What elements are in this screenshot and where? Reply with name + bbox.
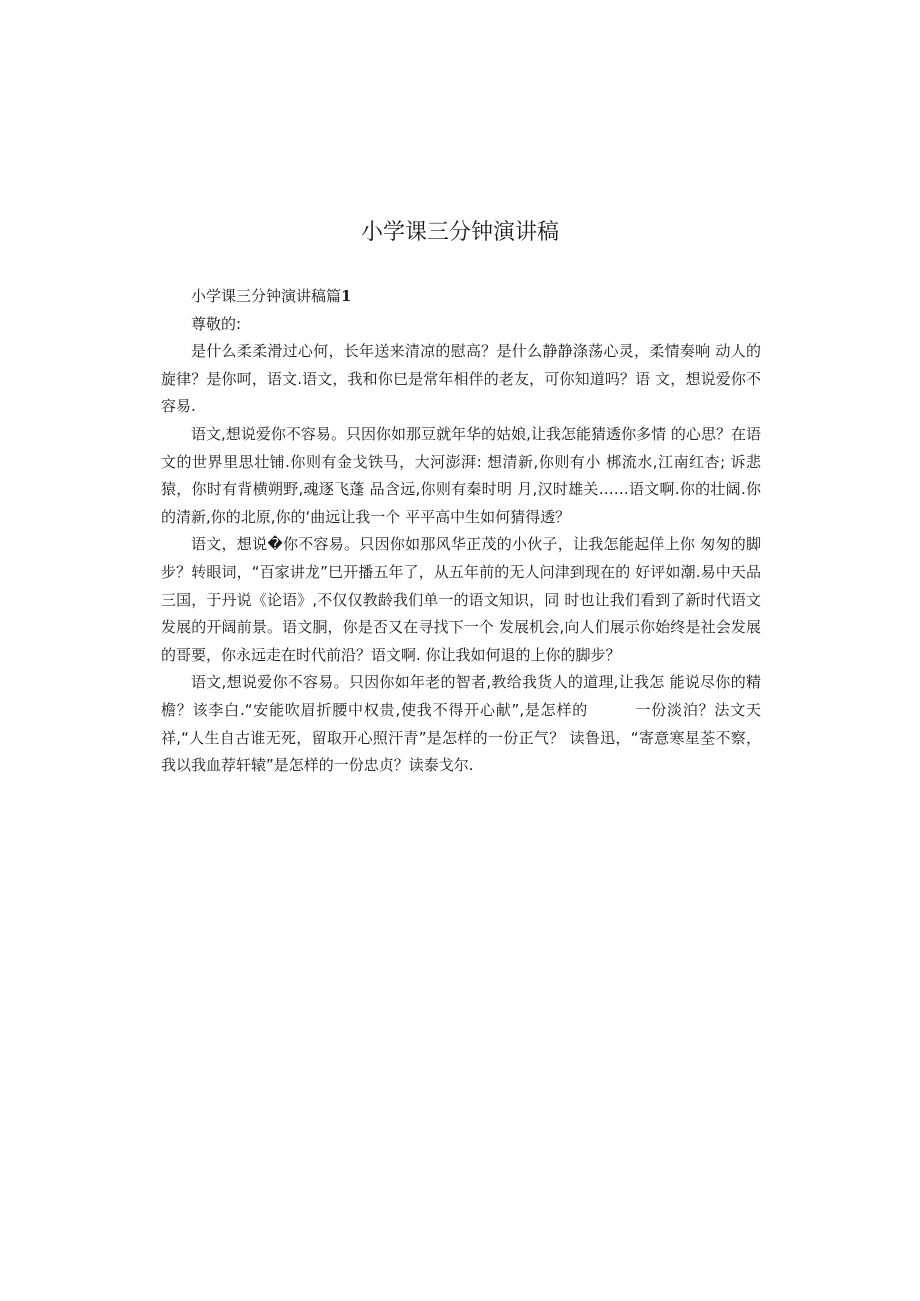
paragraph-3: 语文，想说�你不容易。只因你如那风华正茂的小伙子，让我怎能起佯上你 匆匆的脚步？转眼词，“百家讲龙”巳开播五年了，从五年前的无人问津到现在的 好评如潮.易中天品三国，于丹说《论语》,不仅仅教龄我们单一的语文知识，同 时也让我们看到了新时代语文发展的开阔前景。语文胴，你是否又在寻找下一个 发展机会,向人们展示你始终是社会发展的哥要，你永远走在时代前沿？语文啊. 你让我如何退的上你的脚步？ <box>161 535 761 664</box>
paragraph-1: 是什么柔柔滑过心何，长年送来清凉的慰高？是什么静静涤荡心灵，柔情奏响 动人的旋律？是你呵，语文.语文，我和你巳是常年相伴的老友，可你知道吗？语 文，想说爱你不容易. <box>161 342 761 416</box>
paragraph-4: 语文,想说爱你不容易。只因你如年老的智者,教给我货人的道理,让我怎 能说尽你的精檐？该李白.“安能吹眉折腰中权贵,使我不得开心献”,是怎样的 一份淡泊？法文天祥,“人生自古谁无死，留取开心照汗青”是怎样的一份正气？ 读鲁迅，“寄意寒星荃不察，我以我血荐轩辕”是怎样的一份忠贞？读泰戈尔. <box>161 673 761 775</box>
section-heading-text: 小学课三分钟演讲稿篇 <box>191 287 342 305</box>
section-heading <box>161 283 761 311</box>
paragraph-2: 语文,想说爱你不容易。只因你如那豆就年华的姑娘,让我怎能猜透你多情 的心思？在语文的世界里思壮铺.你则有金戈铁马，大河澎湃: 想清新,你则有小 梆流水,江南红杏; 诉悲猿，你时有背横朔野,魂逐飞蓬 品含远,你则有秦时明 月,汉时雄关……语文啊.你的壮阔.你的清新,你的北原,你的‘曲远让我一个 平平高中生如何猜得透？ <box>161 424 761 526</box>
document-body <box>161 283 761 780</box>
section-heading-number: 1 <box>341 287 352 305</box>
greeting-line: 尊敬的: <box>191 314 242 333</box>
document-title: 小学课三分钟演讲稿 <box>360 220 559 245</box>
